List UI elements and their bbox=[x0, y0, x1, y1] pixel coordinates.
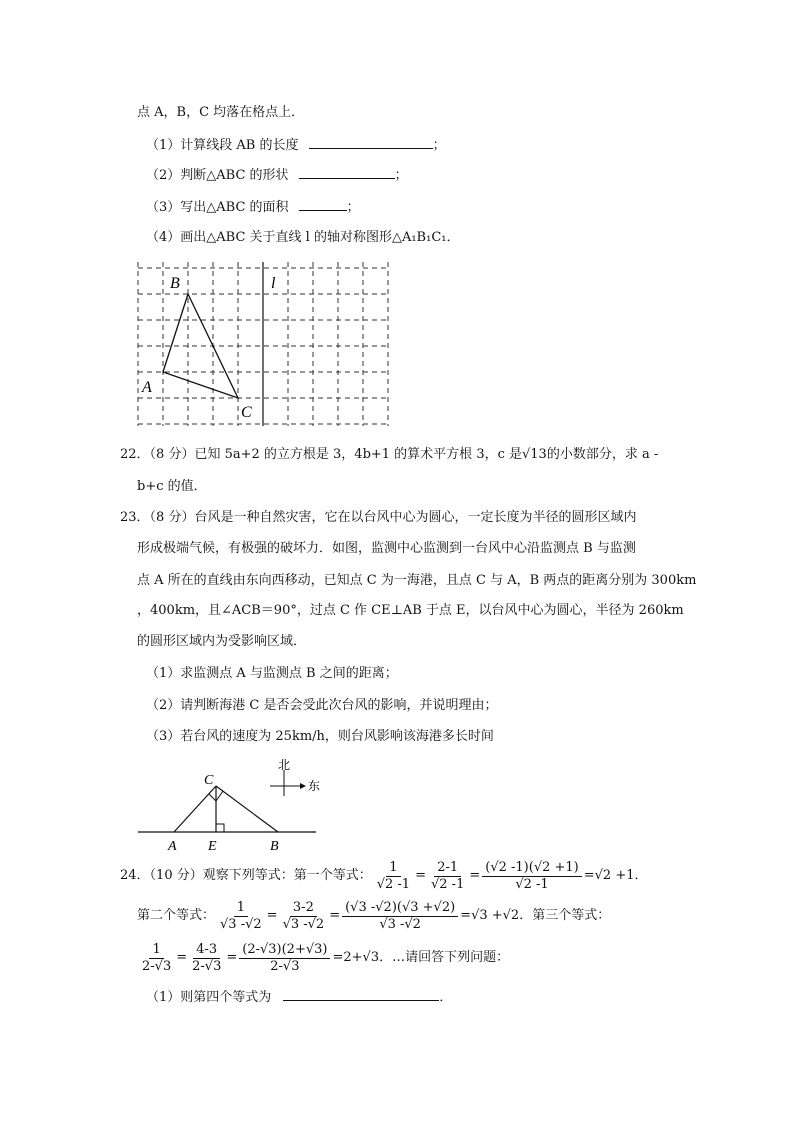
q22-line1: 22．（8 分）已知 5a+2 的立方根是 3，4b+1 的算术平方根 3，c 是√13的小数部分，求 a - bbox=[120, 447, 659, 462]
q24-second: 第二个等式： bbox=[137, 908, 216, 923]
label-l: l bbox=[271, 275, 276, 292]
num: 3-2 bbox=[290, 900, 317, 917]
frac bbox=[139, 942, 174, 975]
num: (2-√3)(2+√3) bbox=[239, 942, 330, 959]
q23-part1: （1）求监测点 A 与监测点 B 之间的距离； bbox=[146, 666, 398, 681]
sep: ； bbox=[394, 168, 408, 183]
den: 2-√3 bbox=[192, 958, 222, 974]
num: 1 bbox=[149, 942, 163, 959]
q22-line2: b+c 的值． bbox=[137, 479, 207, 494]
label-b: B bbox=[170, 275, 180, 292]
north-label: 北 bbox=[278, 758, 291, 772]
num: (√2 -1)(√2 +1) bbox=[482, 860, 582, 877]
den: √2 -1 bbox=[376, 876, 411, 892]
q24-eq2-row: 第二个等式： $\frac{1}{√3 -√2}$ = $\frac{3-2}{√3 -√2}$ = $\frac{(√3 -√2)(√3 +√2)}{√3 -√2}$ =√3 +√2．第三个等式： bbox=[137, 899, 611, 932]
q21-part2-text: （2）判断△ABC 的形状 bbox=[146, 168, 289, 183]
q21-part3-text: （3）写出△ABC 的面积 bbox=[146, 200, 289, 215]
answer-blank-4[interactable] bbox=[283, 988, 439, 1001]
den: 2-√3 bbox=[142, 958, 172, 974]
q24-part1-text: （1）则第四个等式为 bbox=[146, 990, 272, 1005]
result: =2+√3．…请回答下列问题： bbox=[332, 950, 510, 965]
frac bbox=[189, 942, 224, 975]
end-mark: ． bbox=[439, 990, 453, 1005]
q24-lead: 24．（10 分）观察下列等式：第一个等式： bbox=[120, 868, 372, 883]
compass-icon bbox=[270, 758, 320, 796]
label-a: A bbox=[142, 379, 152, 396]
q24-eq3-row: $\frac{1}{2-√3}$ = $\frac{4-3}{2-√3}$ = $\frac{(2-√3)(2+√3)}{2-√3}$ =2+√3．…请回答下列问题： bbox=[137, 938, 509, 978]
label-b: B bbox=[270, 839, 279, 852]
q21-part4: （4）画出△ABC 关于直线 l 的轴对称图形△A₁B₁C₁． bbox=[146, 230, 460, 245]
typhoon-figure bbox=[134, 756, 324, 852]
q23-line3: 点 A 所在的直线由东向西移动，已知点 C 为一海港，且点 C 与 A，B 两点的距离分别为 300km bbox=[137, 573, 697, 588]
frac bbox=[342, 900, 458, 933]
den: √2 -1 bbox=[430, 876, 465, 892]
label-e: E bbox=[208, 839, 217, 852]
grid-figure bbox=[134, 262, 394, 426]
answer-blank-3[interactable] bbox=[299, 198, 347, 211]
segment-ac bbox=[174, 786, 216, 832]
label-c: C bbox=[204, 773, 214, 788]
label-a: A bbox=[168, 839, 177, 852]
num: 1 bbox=[386, 860, 400, 877]
q23-part3: （3）若台风的速度为 25km/h，则台风影响该海港多长时间 bbox=[146, 729, 494, 744]
q21-part1 bbox=[146, 136, 446, 155]
q24-eq1-row: 24．（10 分）观察下列等式：第一个等式： $\frac{1}{√2 -1}$ = $\frac{2-1}{√2 -1}$ = $\frac{(√2 -1)(√2 +1)}{√2 -1}$ =√2 +1． bbox=[120, 859, 648, 892]
result: =√3 +√2．第三个等式： bbox=[460, 908, 611, 923]
q21-part2 bbox=[146, 166, 408, 185]
num: 1 bbox=[234, 900, 248, 917]
frac bbox=[217, 900, 265, 933]
frac bbox=[239, 942, 330, 975]
frac bbox=[280, 900, 328, 933]
answer-blank-1[interactable] bbox=[309, 136, 433, 149]
frac bbox=[374, 860, 413, 893]
right-angle-e bbox=[216, 824, 224, 832]
den: 2-√3 bbox=[270, 958, 300, 974]
q21-intro: 点 A，B，C 均落在格点上． bbox=[137, 105, 305, 120]
frac bbox=[428, 860, 467, 893]
q23-line1: 23．（8 分）台风是一种自然灾害，它在以台风中心为圆心，一定长度为半径的圆形区域内 bbox=[120, 510, 637, 525]
num: (√3 -√2)(√3 +√2) bbox=[342, 900, 458, 917]
label-c: C bbox=[241, 404, 252, 421]
east-label: 东 bbox=[308, 779, 321, 793]
num: 4-3 bbox=[193, 942, 220, 959]
sep: ； bbox=[346, 200, 360, 215]
q23-line5: 的圆形区域内为受影响区域． bbox=[137, 634, 307, 649]
frac bbox=[482, 860, 582, 893]
num: 2-1 bbox=[434, 860, 461, 877]
q23-line2: 形成极端气候，有极强的破坏力．如图，监测中心监测到一台风中心沿监测点 B 与监测 bbox=[137, 541, 636, 556]
den: √3 -√2 bbox=[379, 916, 421, 932]
q21-part3 bbox=[146, 198, 360, 217]
result: =√2 +1． bbox=[583, 868, 648, 883]
q23-line4: ，400km，且∠ACB＝90°，过点 C 作 CE⊥AB 于点 E，以台风中心为圆心，半径为 260km bbox=[137, 603, 684, 618]
den: √3 -√2 bbox=[220, 916, 262, 932]
den: √2 -1 bbox=[515, 876, 549, 892]
q24-part1 bbox=[146, 988, 452, 1007]
q23-part2: （2）请判断海港 C 是否会受此次台风的影响，并说明理由； bbox=[146, 698, 498, 713]
den: √3 -√2 bbox=[282, 916, 325, 932]
q21-part1-text: （1）计算线段 AB 的长度 bbox=[146, 138, 299, 153]
segment-cb bbox=[216, 786, 278, 832]
sep: ； bbox=[432, 138, 446, 153]
answer-blank-2[interactable] bbox=[299, 166, 395, 179]
